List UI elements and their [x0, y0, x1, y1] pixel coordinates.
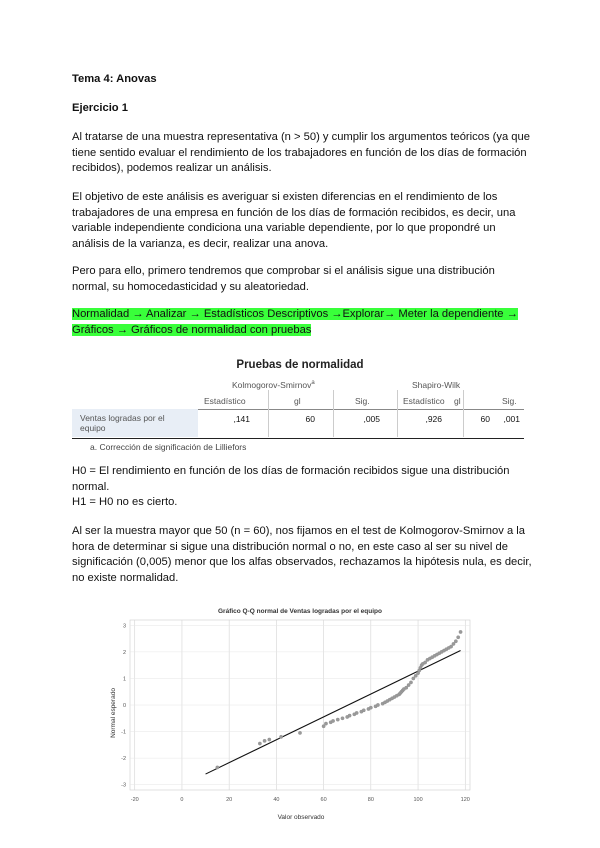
hypothesis-h0: H0 = El rendimiento en función de los días de formación recibidos sigue una distribución normal.: [72, 465, 510, 493]
col-header: gl: [454, 396, 461, 406]
table-cell: ,001: [503, 414, 520, 424]
group-header-ks: Kolmogorov-Smirnov$^a$: [232, 380, 315, 390]
paragraph-1: Al tratarse de una muestra representativa (n > 50) y cumplir los argumentos teóricos (ya que tiene sentido evaluar el rendimiento de los trabajadores en función de los días de formación recibidos), podemos realizar un análisis.: [72, 131, 530, 175]
data-point: [459, 630, 462, 633]
data-point: [376, 703, 379, 706]
table-cell: 60: [305, 414, 315, 424]
data-point: [216, 766, 219, 769]
data-point: [409, 681, 412, 684]
highlighted-instructions: [72, 307, 534, 338]
table-cell: ,141: [233, 414, 250, 424]
data-point: [454, 640, 457, 643]
paragraph-2: El objetivo de este análisis es averiguar si existen diferencias en el rendimiento de los trabajadores de una empresa en función de los días de formación recibidos, es decir, una variable independiente condiciona una variable dependiente, por lo que propondré un análisis de la varianza, es decir, realizar una anova.: [72, 191, 516, 250]
x-tick-label: 40: [273, 797, 280, 803]
table-cell: ,926: [425, 414, 442, 424]
data-point: [348, 714, 351, 717]
data-point: [362, 709, 365, 712]
x-axis-label: Valor observado: [277, 814, 325, 821]
x-tick-label: 120: [460, 797, 470, 803]
data-point: [279, 735, 282, 738]
data-point: [452, 642, 455, 645]
data-point: [407, 683, 410, 686]
data-point: [298, 731, 301, 734]
chart-title: Gráfico Q-Q normal de Ventas logradas por el equipo: [218, 608, 382, 615]
y-axis-label: Normal esperado: [110, 688, 117, 738]
qq-plot: [100, 603, 500, 825]
data-point: [414, 674, 417, 677]
data-point: [405, 686, 408, 689]
y-tick-label: 2: [122, 649, 126, 656]
x-tick-label: -20: [130, 797, 139, 803]
x-tick-label: 0: [180, 797, 184, 803]
exercise-heading: Ejercicio 1: [72, 102, 128, 114]
y-tick-label: 1: [122, 676, 126, 683]
data-point: [449, 645, 452, 648]
table-cell: 60: [480, 414, 490, 424]
data-point: [268, 738, 271, 741]
table-title: Pruebas de normalidad: [236, 359, 364, 371]
divider: [333, 390, 334, 437]
row-label: Ventas logradas por el equipo: [80, 413, 165, 433]
col-header: gl: [294, 396, 301, 406]
data-point: [355, 711, 358, 714]
paragraph-4: Al ser la muestra mayor que 50 (n = 60), nos fijamos en el test de Kolmogorov-Smirnov a la hora de determinar si sigue una distribución normal o no, en este caso al ser su nivel de significación (0,005) menor que los alfas observados, rechazamos la hipótesis nula, es decir, no existe normalidad.: [72, 525, 532, 584]
data-point: [412, 677, 415, 680]
table-footnote: a. Corrección de significación de Lilliefors: [90, 442, 247, 452]
col-header: Estadístico: [403, 396, 445, 406]
group-header-sw: Shapiro-Wilk: [412, 380, 461, 390]
y-tick-label: 3: [122, 623, 126, 630]
topic-heading: Tema 4: Anovas: [72, 73, 157, 85]
data-point: [423, 661, 426, 664]
paragraph-3: Pero para ello, primero tendremos que comprobar si el análisis sigue una distribución normal, su homocedasticidad y su aleatoriedad.: [72, 265, 495, 293]
table-cell: ,005: [363, 414, 380, 424]
y-tick-label: -1: [121, 729, 126, 736]
x-tick-label: 100: [413, 797, 423, 803]
data-point: [331, 719, 334, 722]
x-tick-label: 80: [367, 797, 374, 803]
data-point: [324, 722, 327, 725]
data-point: [456, 636, 459, 639]
data-point: [263, 739, 266, 742]
highlight-text: Normalidad → Analizar → Estadísticos Descriptivos →Explorar→ Meter la dependiente → Gráficos → Gráficos de normalidad con pruebas: [72, 308, 518, 336]
y-tick-label: -2: [121, 756, 126, 763]
data-point: [369, 706, 372, 709]
col-header: Sig.: [355, 396, 370, 406]
col-header: Sig.: [502, 396, 517, 406]
y-tick-label: -3: [121, 782, 126, 789]
x-tick-label: 20: [226, 797, 233, 803]
data-point: [341, 717, 344, 720]
divider: [397, 390, 398, 437]
hypothesis-h1: H1 = H0 no es cierto.: [72, 496, 178, 508]
x-tick-label: 60: [320, 797, 327, 803]
divider: [268, 390, 269, 437]
data-point: [336, 718, 339, 721]
col-header: Estadístico: [204, 396, 246, 406]
data-point: [258, 742, 261, 745]
data-point: [322, 725, 325, 728]
y-tick-label: 0: [122, 703, 126, 709]
